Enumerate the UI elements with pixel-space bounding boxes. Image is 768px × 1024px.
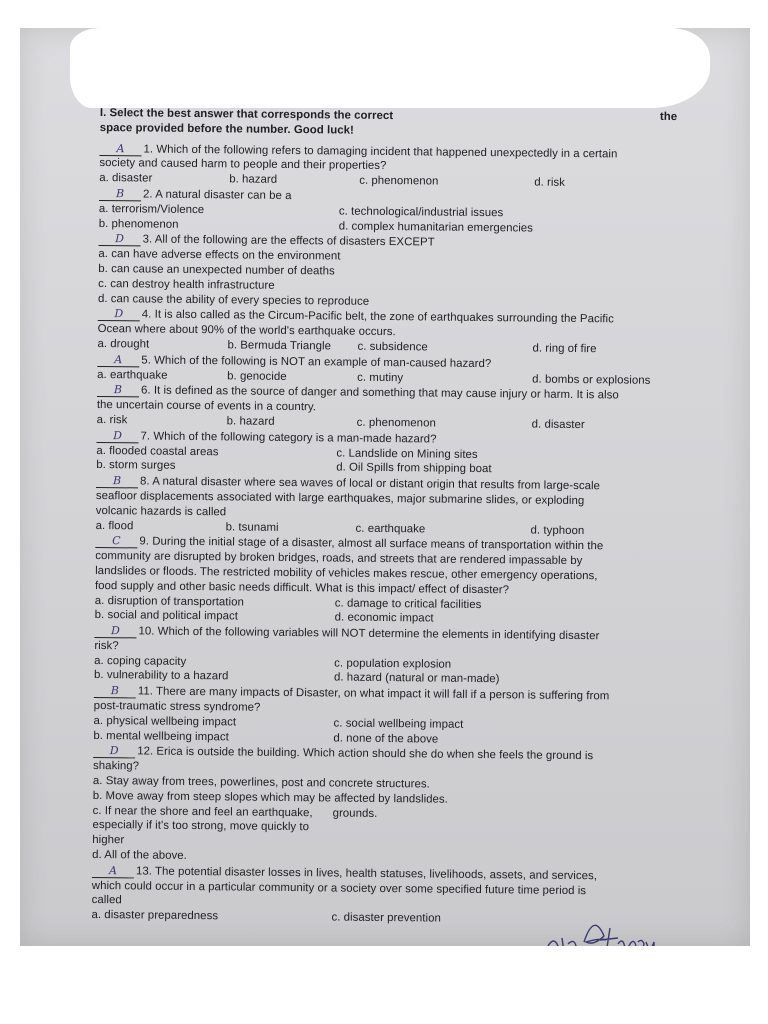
option-choice: d. risk — [534, 176, 566, 190]
option-choice: c. phenomenon — [356, 416, 436, 430]
option-choice: c. disaster prevention — [331, 911, 441, 925]
option-choice: d. ring of fire — [532, 342, 597, 356]
option-choice: b. Move away from steep slopes which may be affected by landslides. — [92, 789, 448, 806]
exam-content — [91, 106, 720, 929]
question-11 — [93, 684, 714, 750]
question-number: 10. — [138, 625, 158, 638]
option-choice: d. hazard (natural or man-made) — [333, 671, 500, 686]
answer-blank: D — [98, 308, 140, 321]
option-choice: b. social and political impact — [94, 609, 239, 623]
question-10 — [94, 624, 715, 690]
option-choice: a. Stay away from trees, powerlines, post and concrete structures. — [92, 775, 430, 791]
option-choice: d. economic impact — [334, 611, 434, 625]
question-1 — [99, 142, 719, 193]
question-2 — [99, 187, 719, 238]
question-text: food supply and other basic needs difficult. What is this impact/ effect of disaster? — [94, 579, 510, 597]
option-choice: a. disaster — [99, 172, 153, 185]
option-choice: c. If near the shore and feel an earthquake, especially if it's too strong, move quickly to higher — [92, 804, 313, 847]
question-text: shaking? — [93, 760, 140, 773]
answer-blank: D — [94, 625, 136, 638]
answer-blank: D — [96, 430, 138, 443]
option-choice: c. phenomenon — [359, 174, 439, 188]
option-choice: grounds. — [332, 807, 378, 820]
question-text: Which of the following refers to damaging incident that happened unexpectedly in a certain — [156, 143, 618, 161]
answer-blank: D — [99, 233, 141, 246]
question-text: It is also called as the Circum-Pacific belt, the zone of earthquakes surrounding the Pacific — [154, 308, 614, 326]
question-number: 5. — [141, 354, 155, 367]
question-6 — [97, 383, 717, 434]
option-choice: d. typhoon — [530, 524, 585, 537]
question-text: During the initial stage of a disaster, almost all surface means of transportation within the — [152, 535, 604, 553]
instruction-line-2: space provided before the number. Good luck! — [99, 121, 354, 137]
question-text: society and caused harm to people and their properties? — [99, 157, 387, 173]
option-choice: c. can destroy health infrastructure — [98, 277, 275, 292]
question-text: A natural disaster can be a — [155, 188, 292, 202]
option-choice: c. Landslide on Mining sites — [336, 447, 478, 461]
question-text: Ocean where about 90% of the world's earthquake occurs. — [97, 323, 396, 339]
option-choice: d. All of the above. — [92, 849, 187, 862]
question-text: called — [91, 894, 122, 907]
question-9 — [95, 534, 716, 629]
question-number: 2. — [143, 188, 156, 201]
question-text: Which of the following is NOT an example of man-caused hazard? — [154, 354, 492, 370]
question-4 — [97, 307, 717, 358]
answer-blank: B — [96, 475, 138, 488]
question-text: It is defined as the source of danger and something that may cause injury or harm. It is also — [153, 384, 619, 402]
answer-blank: A — [92, 865, 134, 878]
answer-blank: A — [97, 354, 139, 367]
question-list — [91, 142, 719, 930]
question-text: community are disrupted by broken bridges, roads, and streets that are rendered impassable by — [95, 550, 583, 568]
option-choice: b. phenomenon — [98, 217, 179, 231]
option-choice: c. damage to critical facilities — [334, 596, 482, 611]
option-choice: b. hazard — [229, 173, 278, 187]
instruction-line-1-end: the — [659, 110, 678, 124]
question-text: the uncertain course of events in a country. — [96, 399, 317, 414]
question-number: 13. — [135, 865, 156, 878]
question-text: seafloor displacements associated with large earthquakes, major submarine slides, or exploding — [95, 489, 585, 508]
question-text: Erica is outside the building. Which action should she do when she feels the ground is — [156, 746, 594, 763]
question-text: All of the following are the effects of disasters EXCEPT — [154, 233, 435, 249]
option-choice: d. disaster — [531, 418, 585, 432]
question-text: risk? — [94, 639, 119, 653]
option-choice: b. storm surges — [96, 459, 176, 473]
question-text: There are many impacts of Disaster, on what impact it will fall if a person is suffering from — [155, 685, 610, 703]
question-8 — [96, 474, 717, 540]
question-text: Which of the following variables will NOT determine the elements in identifying disaster — [157, 625, 600, 643]
exam-sheet — [20, 28, 750, 946]
answer-blank: B — [94, 685, 136, 698]
question-number: 1. — [143, 143, 157, 156]
instruction-line-1: I. Select the best answer that corresponds the correct — [99, 106, 394, 123]
question-number: 12. — [137, 745, 157, 759]
question-text: post-traumatic stress syndrome? — [93, 700, 261, 714]
option-choice: b. tsunami — [225, 520, 279, 534]
option-choice: d. complex humanitarian emergencies — [338, 220, 534, 235]
answer-blank: B — [97, 384, 139, 397]
signature — [540, 908, 680, 946]
option-choice: b. can cause an unexpected number of deaths — [98, 262, 335, 278]
question-text: landslides or floods. The restricted mobility of vehicles makes rescue, other emergency operations, — [95, 564, 598, 583]
question-text: Which of the following category is a man-made hazard? — [153, 430, 437, 446]
option-choice: a. risk — [96, 413, 128, 427]
option-choice: c. technological/industrial issues — [338, 205, 504, 220]
option-choice: b. hazard — [226, 415, 275, 428]
question-12 — [92, 744, 713, 869]
option-choice: c. population explosion — [334, 657, 452, 671]
option-choice: d. bombs or explosions — [532, 373, 651, 387]
question-number: 9. — [139, 535, 153, 548]
question-number: 8. — [140, 475, 153, 488]
option-choice: a. terrorism/Violence — [98, 202, 205, 216]
question-number: 4. — [141, 308, 155, 321]
option-choice: b. vulnerability to a hazard — [93, 669, 229, 683]
question-text: A natural disaster where sea waves of local or distant origin that results from large-scale — [152, 475, 601, 493]
question-number: 7. — [140, 430, 154, 443]
answer-blank: B — [99, 188, 141, 201]
question-text: The potential disaster losses in lives, health statuses, livelihoods, assets, and services, — [154, 865, 598, 883]
option-choice: d. can cause the ability of every species to reproduce — [97, 292, 370, 308]
option-choice: a. physical wellbeing impact — [93, 714, 237, 729]
option-choice: b. genocide — [227, 369, 287, 383]
question-7 — [96, 429, 716, 480]
answer-blank: C — [95, 535, 137, 548]
option-choice: a. flooded coastal areas — [96, 444, 219, 458]
question-text: volcanic hazards is called — [95, 504, 227, 519]
option-choice: b. Bermuda Triangle — [227, 339, 332, 353]
option-choice: a. can have adverse effects on the environment — [98, 248, 341, 263]
option-choice: c. subsidence — [357, 340, 428, 354]
option-choice: c. mutiny — [357, 371, 404, 384]
option-choice: c. social wellbeing impact — [333, 717, 464, 731]
option-choice: d. none of the above — [333, 732, 439, 746]
option-choice: a. earthquake — [97, 368, 168, 382]
question-number: 6. — [140, 384, 154, 397]
option-row — [92, 804, 712, 855]
answer-blank: A — [99, 143, 141, 156]
question-number: 11. — [137, 685, 157, 698]
instructions — [100, 106, 720, 142]
redaction-cover — [70, 28, 710, 108]
option-choice: a. drought — [97, 337, 150, 351]
question-3 — [98, 232, 719, 312]
question-text: which could occur in a particular community or a society over some specified future time period is — [91, 879, 587, 897]
option-choice: a. coping capacity — [94, 654, 187, 668]
option-choice: a. disaster preparedness — [91, 909, 219, 923]
option-choice: a. disruption of transportation — [94, 594, 244, 609]
option-choice: b. mental wellbeing impact — [93, 729, 229, 744]
answer-blank: D — [93, 745, 135, 758]
option-choice: a. flood — [95, 519, 134, 532]
option-choice: c. earthquake — [355, 522, 426, 535]
question-number: 3. — [142, 233, 155, 246]
option-choice: d. Oil Spills from shipping boat — [336, 461, 492, 476]
